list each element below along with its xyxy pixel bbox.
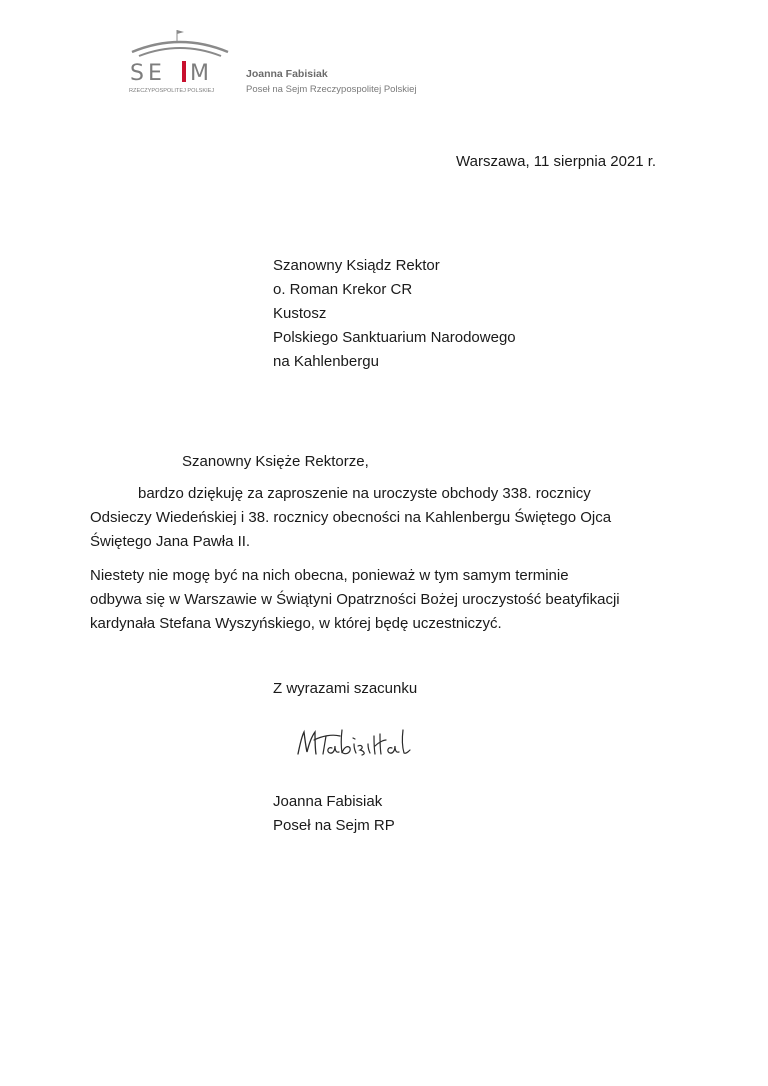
recipient-line: Polskiego Sanktuarium Narodowego <box>273 329 516 346</box>
paragraph-line: bardzo dziękuję za zaproszenie na uroczyste obchody 338. rocznicy <box>138 485 591 502</box>
paragraph-line: odbywa się w Warszawie w Świątyni Opatrzności Bożej uroczystość beatyfikacji <box>90 591 620 608</box>
salutation: Szanowny Księże Rektorze, <box>182 453 369 470</box>
sender-role: Poseł na Sejm Rzeczypospolitej Polskiej <box>246 84 417 95</box>
body-paragraph-1 <box>90 482 690 554</box>
signature-graphic <box>292 718 432 766</box>
letterhead-sender <box>246 66 417 98</box>
handwritten-signature <box>292 718 432 766</box>
recipient-line: na Kahlenbergu <box>273 353 379 370</box>
signer-name: Joanna Fabisiak <box>273 793 383 810</box>
recipient-line: o. Roman Krekor CR <box>273 281 413 298</box>
svg-text:RZECZYPOSPOLITEJ POLSKIEJ: RZECZYPOSPOLITEJ POLSKIEJ <box>129 88 215 94</box>
sender-name: Joanna Fabisiak <box>246 68 328 80</box>
paragraph-line: kardynała Stefana Wyszyńskiego, w której będę uczestniczyć. <box>90 615 502 632</box>
body-paragraph-2 <box>90 564 690 636</box>
sejm-logo <box>127 28 233 98</box>
svg-text:M: M <box>190 61 209 86</box>
recipient-address <box>273 254 516 374</box>
recipient-line: Kustosz <box>273 305 327 322</box>
paragraph-line: Świętego Jana Pawła II. <box>90 533 251 550</box>
paragraph-line: Niestety nie mogę być na nich obecna, ponieważ w tym samym terminie <box>90 567 569 584</box>
signer-title: Poseł na Sejm RP <box>273 817 395 834</box>
paragraph-line: Odsieczy Wiedeńskiej i 38. rocznicy obecności na Kahlenbergu Świętego Ojca <box>90 509 612 526</box>
letter-date: Warszawa, 11 sierpnia 2021 r. <box>456 153 657 170</box>
signer-block <box>273 790 395 838</box>
svg-text:SE: SE <box>130 61 166 86</box>
sejm-logo-graphic <box>127 28 233 98</box>
closing-phrase: Z wyrazami szacunku <box>273 680 418 697</box>
recipient-line: Szanowny Ksiądz Rektor <box>273 257 440 274</box>
